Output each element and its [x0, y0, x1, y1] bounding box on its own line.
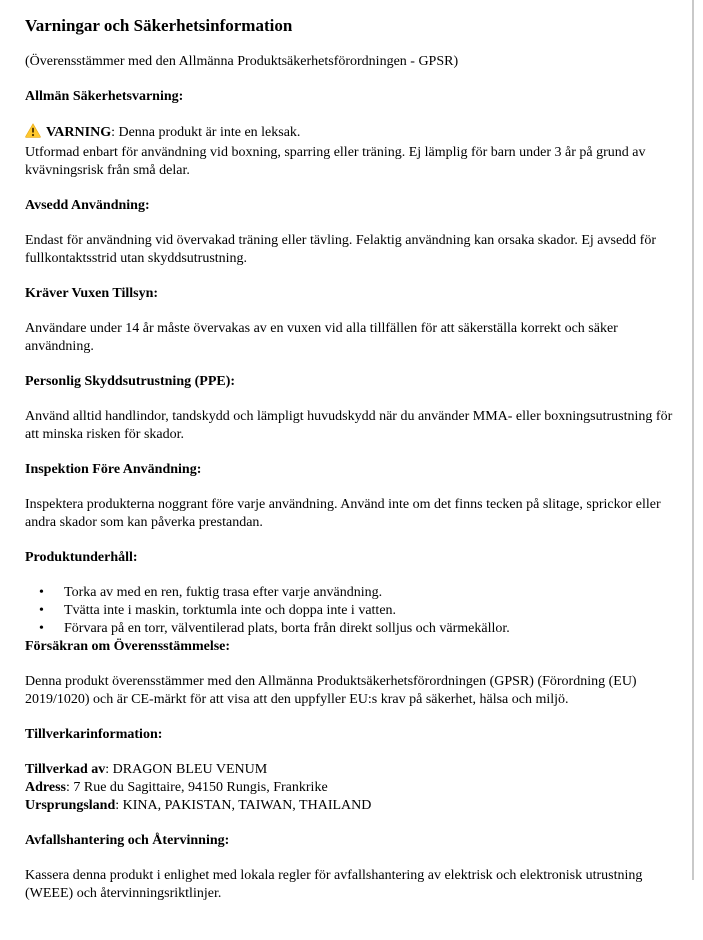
- page-edge-divider: [692, 0, 694, 880]
- section-body-inspection: Inspektera produkterna noggrant före varje användning. Använd inte om det finns tecken på slitage, sprickor eller andra skador som kan påverka prestandan.: [25, 497, 661, 530]
- manufacturer-row: [25, 779, 685, 797]
- section-heading-inspection: Inspektion Före Användning:: [25, 462, 202, 477]
- document-content: [25, 16, 685, 903]
- section-heading-maintenance: Produktunderhåll:: [25, 550, 138, 565]
- section-heading-intended-use: Avsedd Användning:: [25, 198, 150, 213]
- section-body-intended-use: Endast för användning vid övervakad träning eller tävling. Felaktig användning kan orsaka skador. Ej avsedd för fullkontaktsstrid utan skyddsutrustning.: [25, 233, 656, 266]
- warning-body: Utformad enbart för användning vid boxning, sparring eller träning. Ej lämplig för barn under 3 år på grund av kvävningsrisk från små delar.: [25, 145, 646, 178]
- origin-label: Ursprungsland: [25, 798, 116, 813]
- section-heading-general-warning: Allmän Säkerhetsvarning:: [25, 89, 184, 104]
- section-heading-disposal: Avfallshantering och Återvinning:: [25, 833, 230, 848]
- section-heading-adult-supervision: Kräver Vuxen Tillsyn:: [25, 286, 159, 301]
- origin-value: : KINA, PAKISTAN, TAIWAN, THAILAND: [115, 798, 372, 813]
- address-value: : 7 Rue du Sagittaire, 94150 Rungis, Frankrike: [65, 780, 328, 795]
- section-body-adult-supervision: Användare under 14 år måste övervakas av en vuxen vid alla tillfällen för att säkerställa korrekt och säker användning.: [25, 321, 618, 354]
- page-title: Varningar och Säkerhetsinformation: [25, 16, 293, 35]
- warning-triangle-icon: [25, 123, 41, 144]
- manufacturer-row: [25, 761, 685, 779]
- manufacturer-value: : DRAGON BLEU VENUM: [105, 762, 268, 777]
- section-heading-manufacturer: Tillverkarinformation:: [25, 727, 163, 742]
- manufacturer-row: [25, 797, 685, 815]
- subtitle: (Överensstämmer med den Allmänna Produktsäkerhetsförordningen - GPSR): [25, 54, 459, 69]
- section-heading-conformity: Försäkran om Överensstämmelse:: [25, 639, 231, 654]
- maintenance-list: [25, 584, 685, 638]
- warning-label: VARNING: [46, 125, 112, 140]
- address-label: Adress: [25, 780, 66, 795]
- section-heading-ppe: Personlig Skyddsutrustning (PPE):: [25, 374, 236, 389]
- manufacturer-info: [25, 761, 685, 815]
- section-body-ppe: Använd alltid handlindor, tandskydd och lämpligt huvudskydd när du använder MMA- eller boxningsutrustning för att minska risken för skador.: [25, 409, 673, 442]
- list-item: • Tvätta inte i maskin, torktumla inte och doppa inte i vatten.: [25, 602, 685, 620]
- list-item: • Torka av med en ren, fuktig trasa efter varje användning.: [25, 584, 685, 602]
- list-item: • Förvara på en torr, välventilerad plats, borta från direkt solljus och värmekällor.: [25, 620, 685, 638]
- section-body-conformity: Denna produkt överensstämmer med den Allmänna Produktsäkerhetsförordningen (GPSR) (Förordning (EU) 2019/1020) och är CE-märkt för att visa att den uppfyller EU:s krav på säkerhet, hälsa och miljö.: [25, 674, 637, 707]
- manufacturer-label: Tillverkad av: [25, 762, 106, 777]
- section-body-disposal: Kassera denna produkt i enlighet med lokala regler för avfallshantering av elektrisk och elektronisk utrustning (WEEE) och återvinningsriktlinjer.: [25, 868, 643, 901]
- warning-line: [25, 123, 685, 144]
- warning-text: : Denna produkt är inte en leksak.: [111, 125, 301, 140]
